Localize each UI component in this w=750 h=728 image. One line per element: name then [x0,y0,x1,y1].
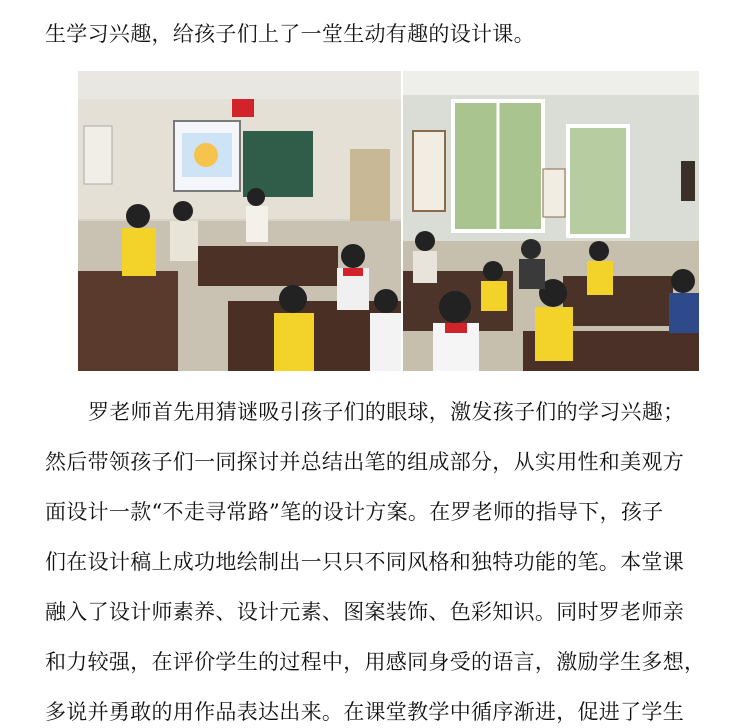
classroom-photo-right [403,71,699,371]
text-line-8: 多说并勇敢的用作品表达出来。在课堂教学中循序渐进，促进了学生 [45,700,684,724]
text-line-7: 和力较强，在评价学生的过程中，用感同身受的语言，激励学生多想， [45,650,706,674]
text-line-6: 融入了设计师素养、设计元素、图案装饰、色彩知识。同时罗老师亲 [45,600,684,624]
text-line-3: 然后带领孩子们一同探讨并总结出笔的组成部分，从实用性和美观方 [45,450,684,474]
text-line-4: 面设计一款“不走寻常路”笔的设计方案。在罗老师的指导下，孩子 [45,500,664,524]
classroom-photo-with-projector-icon [78,71,401,371]
text-line-5: 们在设计稿上成功地绘制出一只只不同风格和独特功能的笔。本堂课 [45,550,684,574]
photo-pair [78,71,699,371]
classroom-photo-students-drawing-icon [403,71,699,371]
text-line-2: 罗老师首先用猜谜吸引孩子们的眼球，激发孩子们的学习兴趣； [88,400,685,424]
classroom-photo-left [78,71,401,371]
text-line-1: 生学习兴趣，给孩子们上了一堂生动有趣的设计课。 [45,22,535,46]
